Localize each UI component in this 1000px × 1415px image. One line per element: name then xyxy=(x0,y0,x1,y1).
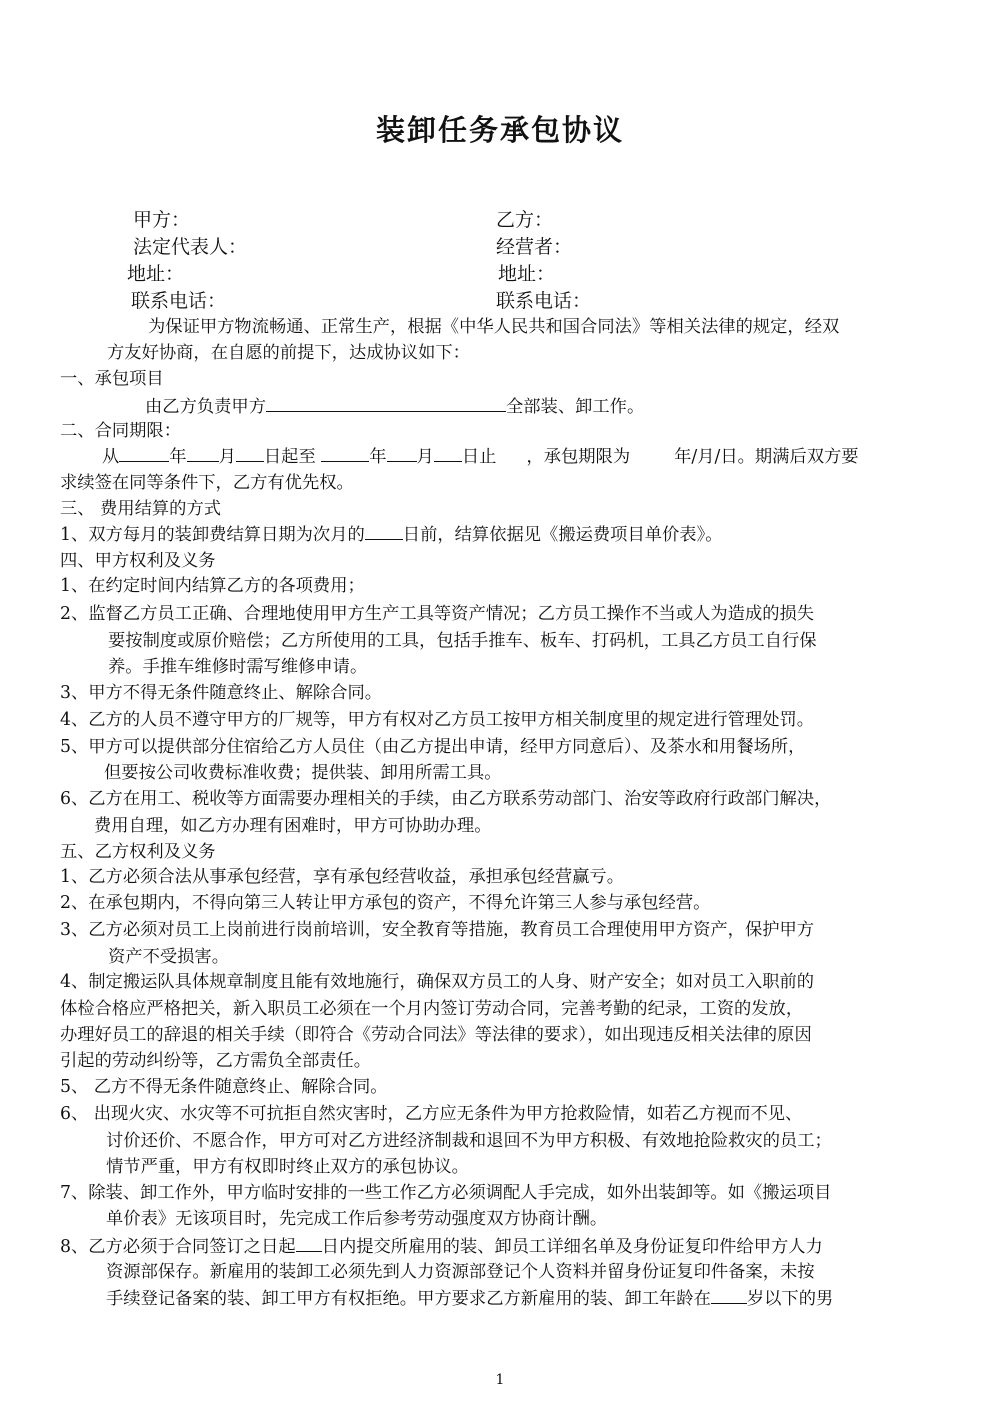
operator-label: 经营者： xyxy=(496,236,573,258)
section-2-cont: 求续签在同等条件下，乙方有优先权。 xyxy=(60,473,354,493)
fill-blank xyxy=(711,1285,747,1304)
party-b-label: 乙方： xyxy=(496,209,554,231)
fill-blank xyxy=(387,443,417,462)
section-3-item xyxy=(60,521,722,548)
section-5-text: 日内提交所雇用的装、卸员工详细名单及身份证复印件给甲方人力 xyxy=(321,1237,823,1257)
section-5-line: 资源部保存。新雇用的装卸工必须先到人力资源部登记个人资料并留身份证复印件备案，未按 xyxy=(106,1262,815,1282)
section-5-line: 讨价还价、不愿合作，甲方可对乙方进经济制裁和退回不为甲方积极、有效地抢险救灾的员工； xyxy=(106,1131,832,1151)
section-5-line: 6、 出现火灾、水灾等不可抗拒自然灾害时，乙方应无条件为甲方抢救险情，如若乙方视而不见、 xyxy=(60,1104,803,1124)
party-b-address-label: 地址： xyxy=(498,263,556,285)
section-heading: 三、 费用结算的方式 xyxy=(60,499,222,519)
section-4-line: 费用自理，如乙方办理有困难时，甲方可协助办理。 xyxy=(94,816,492,836)
section-1-item xyxy=(145,393,644,420)
section-heading: 四、甲方权利及义务 xyxy=(60,551,216,571)
section-5-text: 手续登记备案的装、卸工甲方有权拒绝。甲方要求乙方新雇用的装、卸工年龄在 xyxy=(106,1289,711,1309)
section-4-line: 5、甲方可以提供部分住宿给乙方人员住（由乙方提出申请，经甲方同意后）、及茶水和用餐场所， xyxy=(60,737,806,757)
fill-blank xyxy=(236,443,264,462)
section-4-line: 养。手推车维修时需写维修申请。 xyxy=(108,657,368,677)
section-4-line: 要按制度或原价赔偿；乙方所使用的工具，包括手推车、板车、打码机，工具乙方员工自行保 xyxy=(108,631,817,651)
term-text: 月 xyxy=(218,447,236,467)
term-text: 年/月/日。期满后双方要 xyxy=(674,447,859,467)
section-5-line: 单价表》无该项目时，先完成工作后参考劳动强度双方协商计酬。 xyxy=(106,1209,608,1229)
section-5-line: 1、乙方必须合法从事承包经营，享有承包经营收益，承担承包经营赢亏。 xyxy=(60,867,624,887)
term-text: 从 xyxy=(102,447,120,467)
section-5-text: 岁以下的男 xyxy=(746,1289,834,1309)
term-text: 日止 xyxy=(461,447,497,467)
section-1-text: 全部装、卸工作。 xyxy=(505,397,645,417)
term-text: 年 xyxy=(169,447,187,467)
fill-blank xyxy=(296,1233,322,1252)
legal-representative-label: 法定代表人： xyxy=(133,236,248,258)
party-a-label: 甲方： xyxy=(133,209,191,231)
section-heading: 二、合同期限： xyxy=(60,421,181,441)
section-5-line: 3、乙方必须对员工上岗前进行岗前培训，安全教育等措施，教育员工合理使用甲方资产，保护甲方 xyxy=(60,920,815,940)
section-2-term-line xyxy=(102,443,859,470)
section-3-text: 日前，结算依据见《搬运费项目单价表》。 xyxy=(402,525,723,545)
term-text: 日起至 xyxy=(263,447,316,467)
section-heading: 一、承包项目 xyxy=(60,369,164,389)
term-text: 月 xyxy=(416,447,434,467)
fill-blank xyxy=(321,443,369,462)
section-5-line: 资产不受损害。 xyxy=(108,947,229,967)
party-a-phone-label: 联系电话： xyxy=(131,290,227,312)
section-5-line: 情节严重，甲方有权即时终止双方的承包协议。 xyxy=(106,1157,469,1177)
section-1-text: 由乙方负责甲方 xyxy=(145,397,266,417)
preamble-line: 方友好协商，在自愿的前提下，达成协议如下： xyxy=(107,343,470,363)
section-5-line: 4、制定搬运队具体规章制度且能有效地施行，确保双方员工的人身、财产安全；如对员工入职前的 xyxy=(60,972,815,992)
term-text: 年 xyxy=(369,447,387,467)
preamble-line: 为保证甲方物流畅通、正常生产，根据《中华人民共和国合同法》等相关法律的规定，经双 xyxy=(148,317,840,337)
section-5-line: 5、 乙方不得无条件随意终止、解除合同。 xyxy=(60,1077,388,1097)
fill-blank xyxy=(187,443,219,462)
page-number: 1 xyxy=(495,1372,505,1388)
section-4-line: 但要按公司收费标准收费；提供装、卸用所需工具。 xyxy=(104,763,502,783)
section-5-line xyxy=(60,1233,823,1260)
section-4-line: 1、在约定时间内结算乙方的各项费用； xyxy=(60,576,365,596)
section-4-line: 2、监督乙方员工正确、合理地使用甲方生产工具等资产情况；乙方员工操作不当或人为造成的损失 xyxy=(60,604,815,624)
fill-blank xyxy=(365,521,403,540)
section-heading: 五、乙方权利及义务 xyxy=(60,842,216,862)
section-4-line: 6、乙方在用工、税收等方面需要办理相关的手续，由乙方联系劳动部门、治安等政府行政部门解决， xyxy=(60,789,832,809)
fill-blank xyxy=(434,443,462,462)
party-a-address-label: 地址： xyxy=(127,263,185,285)
section-5-line: 7、除装、卸工作外，甲方临时安排的一些工作乙方必须调配人手完成，如外出装卸等。如《搬运项目 xyxy=(60,1183,832,1203)
section-5-line xyxy=(106,1285,833,1312)
section-5-line: 办理好员工的辞退的相关手续（即符合《劳动合同法》等法律的要求），如出现违反相关法律的原因 xyxy=(60,1025,812,1045)
term-text: ，承包期限为 xyxy=(526,447,631,467)
section-5-line: 体检合格应严格把关，新入职员工必须在一个月内签订劳动合同，完善考勤的纪录，工资的发放， xyxy=(60,999,804,1019)
section-5-line: 引起的劳动纠纷等，乙方需负全部责任。 xyxy=(60,1051,372,1071)
document-title: 装卸任务承包协议 xyxy=(375,113,624,147)
fill-blank xyxy=(266,393,506,412)
section-4-line: 4、乙方的人员不遵守甲方的厂规等，甲方有权对乙方员工按甲方相关制度里的规定进行管理处罚。 xyxy=(60,710,815,730)
section-4-line: 3、甲方不得无条件随意终止、解除合同。 xyxy=(60,683,383,703)
fill-blank xyxy=(119,443,169,462)
section-3-text: 1、双方每月的装卸费结算日期为次月的 xyxy=(60,525,365,545)
party-b-phone-label: 联系电话： xyxy=(496,290,592,312)
section-5-text: 8、乙方必须于合同签订之日起 xyxy=(60,1237,296,1257)
section-5-line: 2、在承包期内，不得向第三人转让甲方承包的资产，不得允许第三人参与承包经营。 xyxy=(60,893,711,913)
